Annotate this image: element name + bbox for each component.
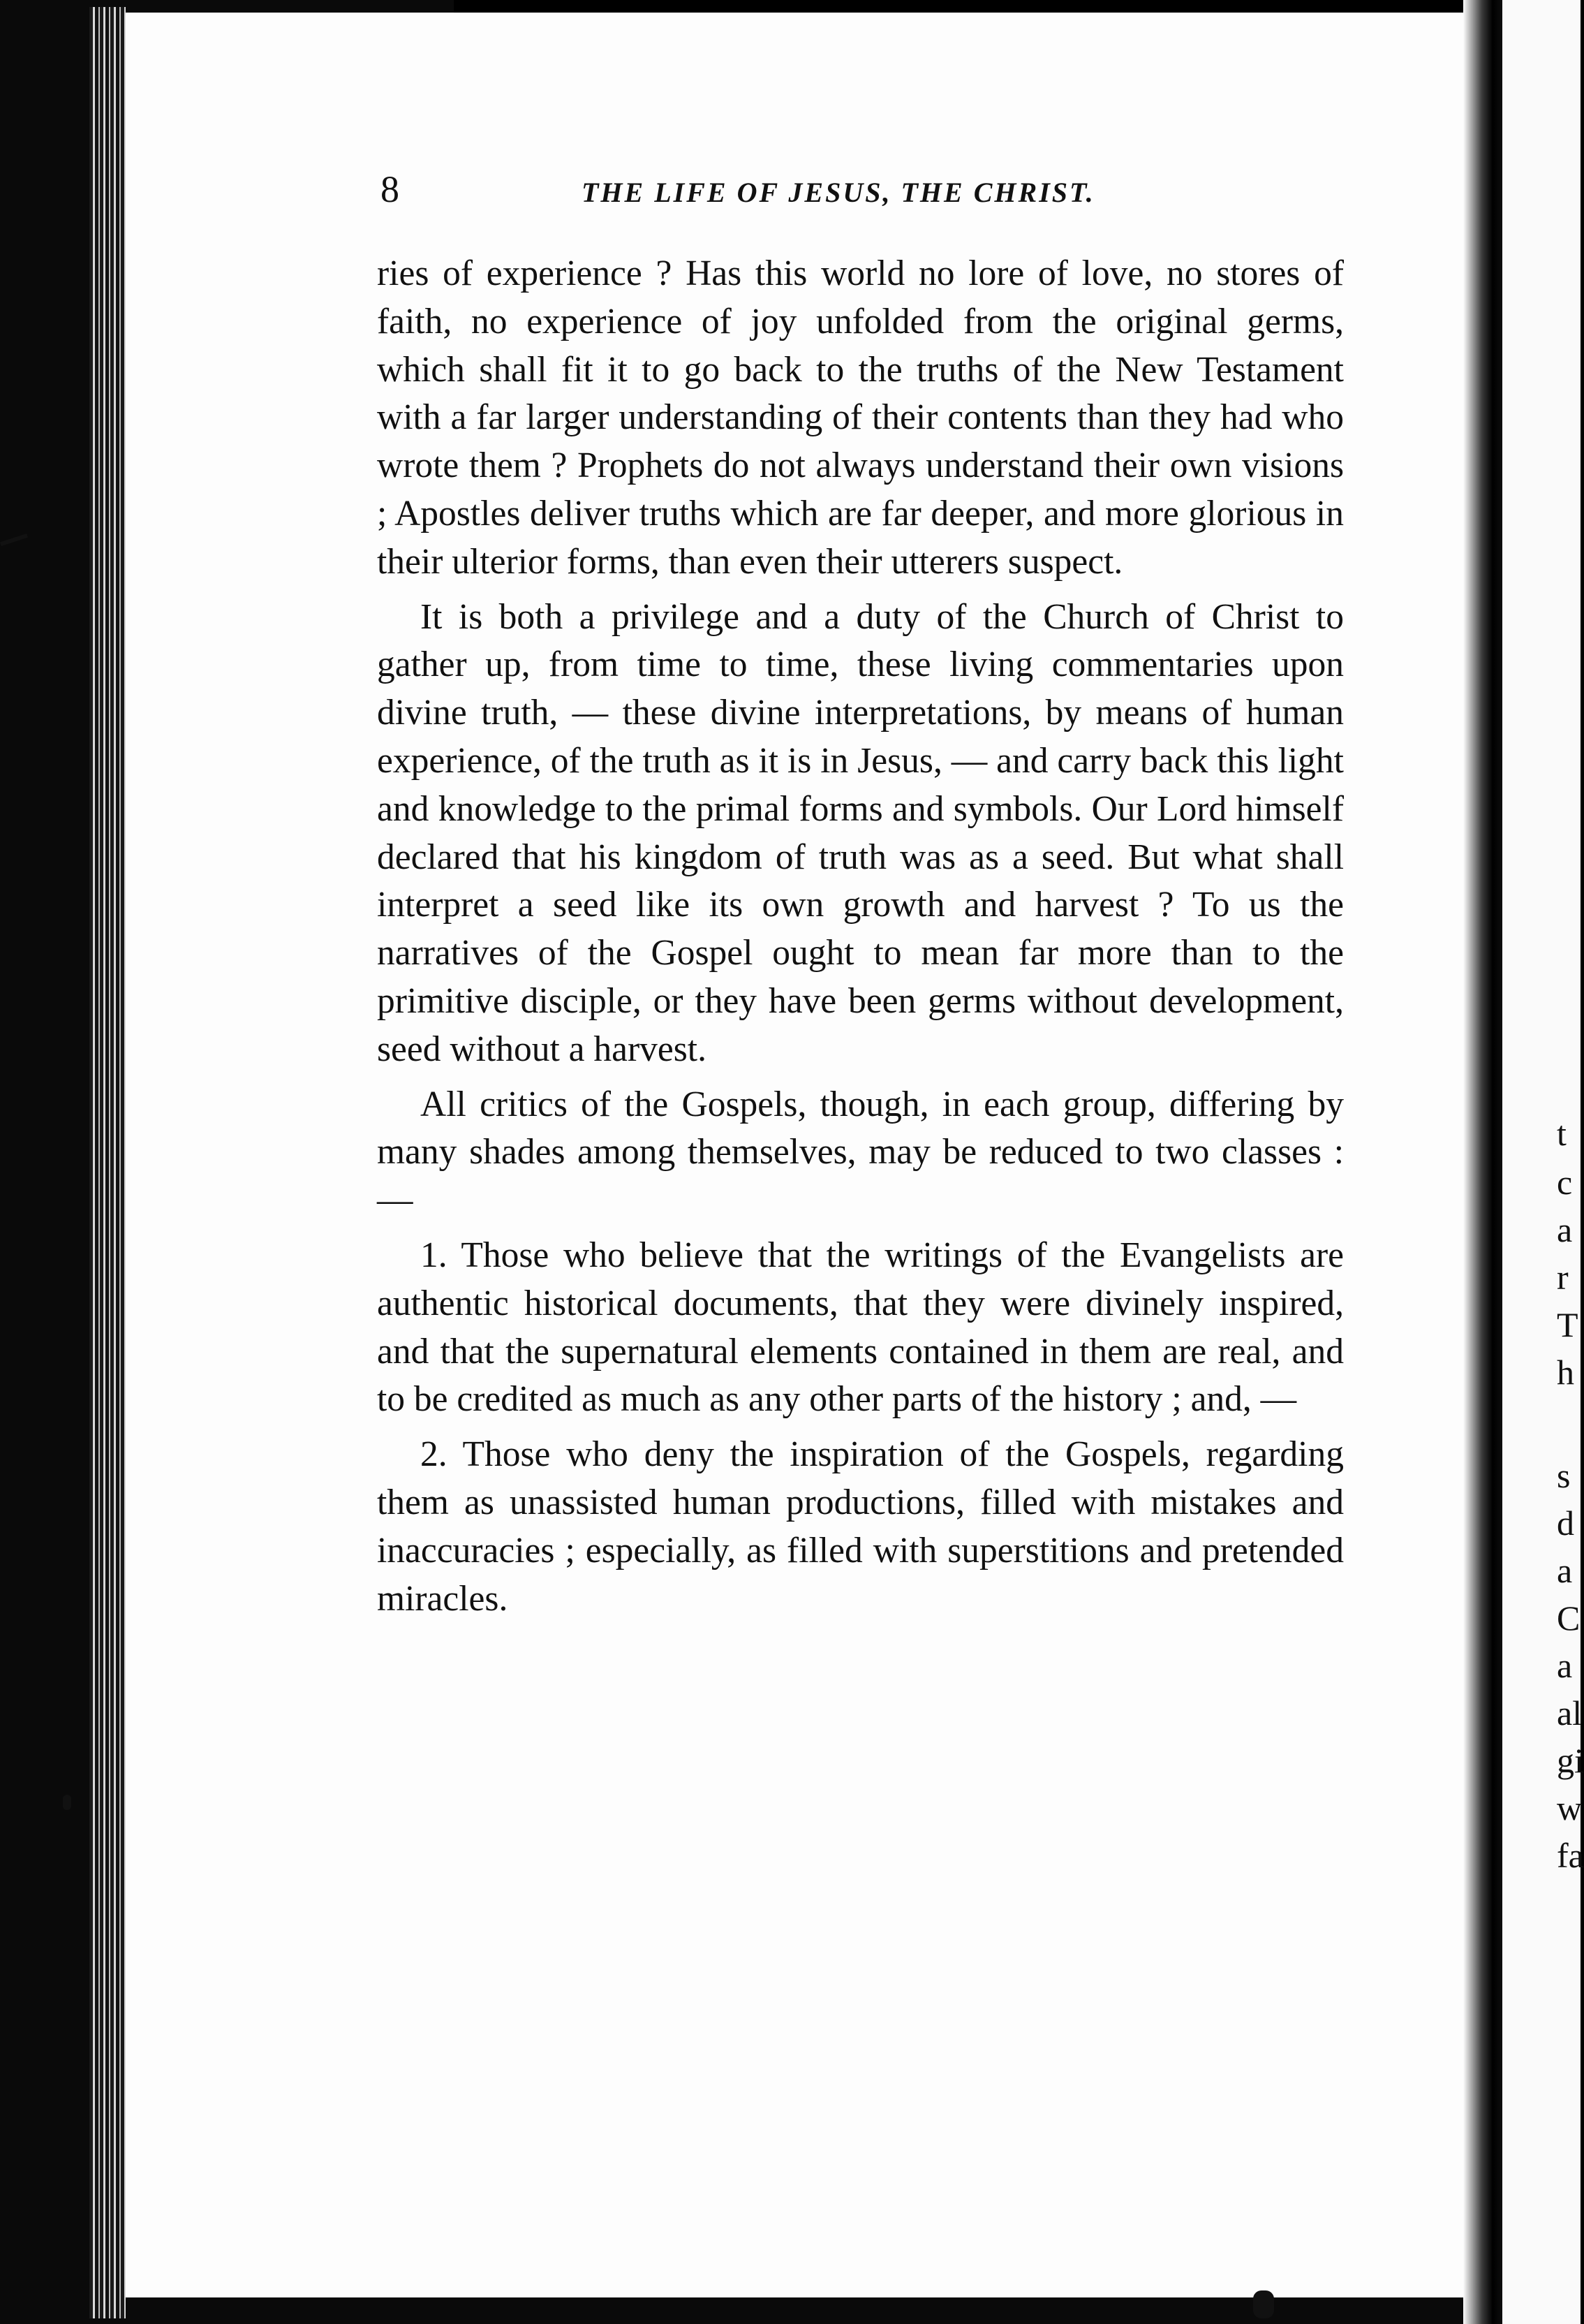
scan-artifact	[1253, 2290, 1274, 2318]
facing-fragment: al	[1557, 1693, 1583, 1733]
paragraph: It is both a privilege and a duty of the Church of Christ to gather up, from time to time, these living commentaries upon divine truth, — these divine interpretations, by means of human experience, of the truth as it is in Jesus, — and carry back this light and knowledge to the primal forms and symbols. Our Lord himself declared that his kingdom of truth was as a seed. But what shall interpret a seed like its own growth and harvest ? To us the narratives of the Gospel ought to mean far more than to the primitive disciple, or they have been germs without development, seed without a harvest.	[377, 596, 1344, 1069]
facing-fragment: fa	[1557, 1836, 1584, 1875]
facing-fragment: s	[1557, 1456, 1571, 1495]
page-header	[380, 168, 1344, 216]
facing-fragment: a	[1557, 1646, 1573, 1685]
facing-fragment: gi	[1557, 1741, 1584, 1780]
facing-fragment: C	[1557, 1598, 1581, 1638]
facing-fragment: w	[1557, 1788, 1583, 1827]
gutter-shadow	[1463, 0, 1505, 2324]
facing-fragment: a	[1557, 1210, 1573, 1249]
paragraph: ries of experience ? Has this world no lore of love, no stores of faith, no experience of joy unfolded from the original germs, which shall fit it to go back to the truths of the New Testament with a far larger understanding of their contents than they had who wrote them ? Prophets do not always understand their own visions ; Apostles deliver truths which are far deeper, and more glorious in their ulterior forms, than even their utterers suspect.	[377, 253, 1344, 582]
facing-fragment: T	[1557, 1305, 1578, 1344]
left-page-edges	[89, 7, 126, 2318]
facing-fragment: c	[1557, 1163, 1573, 1202]
paragraph: All critics of the Gospels, though, in each group, differing by many shades among themselves, may be reduced to two classes : —	[377, 1084, 1344, 1221]
facing-fragment: h	[1557, 1353, 1574, 1392]
scan-artifact	[63, 1795, 71, 1810]
facing-page-strip	[1502, 0, 1581, 2324]
numbered-paragraph: 1. Those who believe that the writings of the Evangelists are authentic historical documents, that they were divinely inspired, and that the supernatural elements contained in them are real, and to be credited as much as any other parts of the history ; and, —	[377, 1235, 1344, 1420]
body-text	[377, 250, 1344, 1623]
facing-fragment: r	[1557, 1258, 1569, 1297]
facing-fragment: d	[1557, 1503, 1574, 1543]
page-number: 8	[380, 168, 399, 210]
facing-fragment: t	[1557, 1114, 1567, 1153]
facing-fragment: a	[1557, 1551, 1573, 1590]
running-title: THE LIFE OF JESUS, THE CHRIST.	[582, 177, 1095, 208]
numbered-paragraph: 2. Those who deny the inspiration of the Gospels, regarding them as unassisted human productions, filled with mistakes and inaccuracies ; especially, as filled with superstitions and pretended miracles.	[377, 1434, 1344, 1619]
